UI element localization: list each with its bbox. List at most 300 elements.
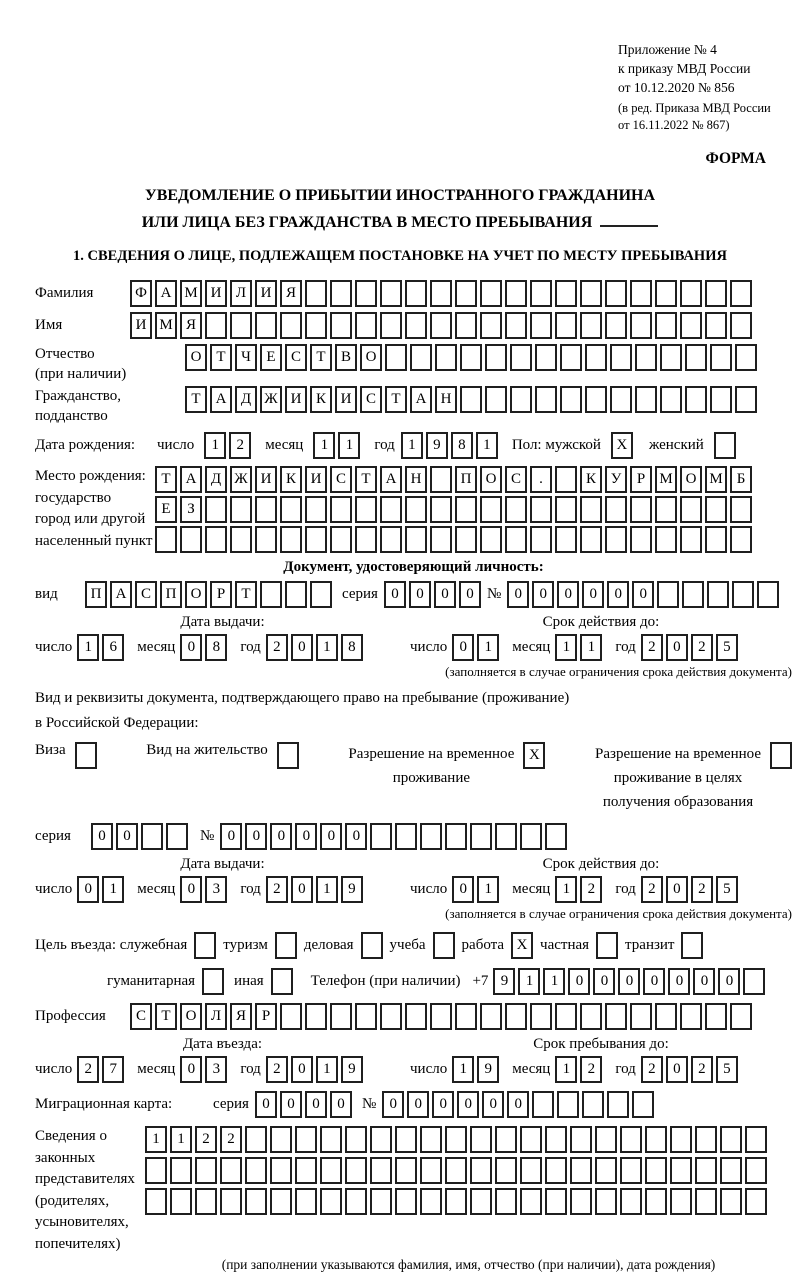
char-cell[interactable]: 0 — [280, 1091, 302, 1118]
profession-cells[interactable] — [130, 1003, 752, 1030]
char-cell[interactable]: М — [655, 466, 677, 493]
char-cell[interactable] — [470, 823, 492, 850]
char-cell[interactable] — [255, 312, 277, 339]
char-cell[interactable] — [230, 312, 252, 339]
char-cell[interactable] — [735, 344, 757, 371]
char-cell[interactable] — [620, 1188, 642, 1215]
char-cell[interactable]: М — [705, 466, 727, 493]
char-cell[interactable] — [455, 280, 477, 307]
char-cell[interactable] — [495, 1188, 517, 1215]
char-cell[interactable] — [420, 1157, 442, 1184]
char-cell[interactable] — [330, 496, 352, 523]
char-cell[interactable]: 0 — [77, 876, 99, 903]
char-cell[interactable] — [330, 312, 352, 339]
char-cell[interactable]: Е — [155, 496, 177, 523]
char-cell[interactable]: П — [85, 581, 107, 608]
purpose-work-checkbox[interactable]: X — [511, 932, 533, 959]
char-cell[interactable] — [405, 526, 427, 553]
purpose-business-checkbox[interactable] — [361, 932, 383, 959]
char-cell[interactable] — [660, 386, 682, 413]
purpose-other-checkbox[interactable] — [271, 968, 293, 995]
char-cell[interactable] — [545, 1188, 567, 1215]
char-cell[interactable]: К — [310, 386, 332, 413]
char-cell[interactable] — [145, 1188, 167, 1215]
char-cell[interactable] — [445, 1126, 467, 1153]
char-cell[interactable] — [520, 1188, 542, 1215]
char-cell[interactable]: О — [360, 344, 382, 371]
char-cell[interactable] — [380, 312, 402, 339]
char-cell[interactable] — [485, 344, 507, 371]
char-cell[interactable] — [555, 312, 577, 339]
char-cell[interactable]: 2 — [77, 1056, 99, 1083]
char-cell[interactable]: С — [360, 386, 382, 413]
char-cell[interactable] — [420, 1188, 442, 1215]
char-cell[interactable] — [735, 386, 757, 413]
char-cell[interactable] — [480, 312, 502, 339]
char-cell[interactable]: И — [305, 466, 327, 493]
char-cell[interactable] — [380, 1003, 402, 1030]
char-cell[interactable]: 3 — [205, 1056, 227, 1083]
char-cell[interactable] — [632, 1091, 654, 1118]
char-cell[interactable] — [730, 312, 752, 339]
char-cell[interactable] — [655, 526, 677, 553]
permit-number-cells[interactable] — [220, 823, 567, 850]
char-cell[interactable] — [707, 581, 729, 608]
char-cell[interactable] — [607, 1091, 629, 1118]
char-cell[interactable] — [635, 344, 657, 371]
char-cell[interactable] — [655, 1003, 677, 1030]
char-cell[interactable]: 6 — [102, 634, 124, 661]
char-cell[interactable] — [205, 526, 227, 553]
char-cell[interactable]: Ч — [235, 344, 257, 371]
char-cell[interactable]: 1 — [316, 1056, 338, 1083]
char-cell[interactable] — [270, 1126, 292, 1153]
char-cell[interactable] — [535, 344, 557, 371]
char-cell[interactable] — [330, 1003, 352, 1030]
char-cell[interactable]: 3 — [205, 876, 227, 903]
birth-year-cells[interactable] — [401, 432, 498, 459]
char-cell[interactable] — [670, 1188, 692, 1215]
char-cell[interactable] — [520, 1126, 542, 1153]
char-cell[interactable] — [430, 312, 452, 339]
char-cell[interactable] — [470, 1126, 492, 1153]
char-cell[interactable] — [220, 1188, 242, 1215]
char-cell[interactable]: Ж — [230, 466, 252, 493]
char-cell[interactable]: 1 — [77, 634, 99, 661]
char-cell[interactable] — [370, 1126, 392, 1153]
sex-female-checkbox[interactable] — [714, 432, 736, 459]
char-cell[interactable] — [395, 1126, 417, 1153]
char-cell[interactable]: А — [210, 386, 232, 413]
stay-month[interactable] — [555, 1056, 602, 1083]
char-cell[interactable] — [560, 344, 582, 371]
char-cell[interactable] — [655, 312, 677, 339]
char-cell[interactable]: И — [130, 312, 152, 339]
permit-issue-month[interactable] — [180, 876, 227, 903]
char-cell[interactable] — [705, 526, 727, 553]
char-cell[interactable] — [685, 344, 707, 371]
char-cell[interactable]: . — [530, 466, 552, 493]
char-cell[interactable] — [555, 280, 577, 307]
doc-series-cells[interactable] — [384, 581, 481, 608]
char-cell[interactable] — [570, 1188, 592, 1215]
char-cell[interactable] — [557, 1091, 579, 1118]
char-cell[interactable] — [585, 344, 607, 371]
purpose-transit-checkbox[interactable] — [681, 932, 703, 959]
birth-month-cells[interactable] — [313, 432, 360, 459]
char-cell[interactable]: 0 — [482, 1091, 504, 1118]
char-cell[interactable] — [480, 496, 502, 523]
permit-series-cells[interactable] — [91, 823, 188, 850]
char-cell[interactable] — [485, 386, 507, 413]
char-cell[interactable]: 0 — [91, 823, 113, 850]
char-cell[interactable] — [255, 526, 277, 553]
char-cell[interactable]: 1 — [316, 634, 338, 661]
char-cell[interactable]: 0 — [643, 968, 665, 995]
char-cell[interactable]: Л — [230, 280, 252, 307]
char-cell[interactable]: И — [205, 280, 227, 307]
char-cell[interactable]: 0 — [632, 581, 654, 608]
char-cell[interactable]: К — [280, 466, 302, 493]
char-cell[interactable] — [435, 344, 457, 371]
char-cell[interactable] — [680, 1003, 702, 1030]
char-cell[interactable] — [655, 280, 677, 307]
char-cell[interactable] — [670, 1126, 692, 1153]
char-cell[interactable]: 9 — [341, 876, 363, 903]
char-cell[interactable]: Ж — [260, 386, 282, 413]
char-cell[interactable]: С — [330, 466, 352, 493]
char-cell[interactable]: 1 — [204, 432, 226, 459]
char-cell[interactable] — [380, 526, 402, 553]
char-cell[interactable] — [355, 1003, 377, 1030]
char-cell[interactable] — [730, 526, 752, 553]
char-cell[interactable]: М — [180, 280, 202, 307]
char-cell[interactable] — [520, 1157, 542, 1184]
char-cell[interactable]: 0 — [330, 1091, 352, 1118]
char-cell[interactable] — [330, 280, 352, 307]
name-cells[interactable] — [130, 312, 752, 339]
char-cell[interactable] — [280, 312, 302, 339]
char-cell[interactable] — [395, 823, 417, 850]
char-cell[interactable]: З — [180, 496, 202, 523]
char-cell[interactable] — [405, 280, 427, 307]
char-cell[interactable] — [630, 280, 652, 307]
char-cell[interactable]: 0 — [345, 823, 367, 850]
char-cell[interactable]: С — [505, 466, 527, 493]
char-cell[interactable] — [530, 526, 552, 553]
char-cell[interactable]: О — [185, 344, 207, 371]
char-cell[interactable] — [445, 1188, 467, 1215]
char-cell[interactable] — [595, 1157, 617, 1184]
char-cell[interactable] — [355, 496, 377, 523]
char-cell[interactable]: 0 — [459, 581, 481, 608]
char-cell[interactable]: 5 — [716, 1056, 738, 1083]
char-cell[interactable] — [455, 1003, 477, 1030]
char-cell[interactable] — [285, 581, 307, 608]
char-cell[interactable] — [180, 526, 202, 553]
char-cell[interactable] — [630, 526, 652, 553]
char-cell[interactable]: 0 — [666, 876, 688, 903]
char-cell[interactable] — [630, 496, 652, 523]
char-cell[interactable]: 2 — [641, 876, 663, 903]
char-cell[interactable] — [430, 466, 452, 493]
char-cell[interactable] — [757, 581, 779, 608]
char-cell[interactable] — [280, 496, 302, 523]
birth-day-cells[interactable] — [204, 432, 251, 459]
char-cell[interactable] — [630, 312, 652, 339]
purpose-tourism-checkbox[interactable] — [275, 932, 297, 959]
char-cell[interactable] — [170, 1188, 192, 1215]
char-cell[interactable] — [320, 1126, 342, 1153]
char-cell[interactable]: 0 — [507, 1091, 529, 1118]
char-cell[interactable] — [230, 496, 252, 523]
patronymic-cells[interactable] — [185, 344, 757, 371]
char-cell[interactable] — [445, 1157, 467, 1184]
legal-cells-3[interactable] — [145, 1188, 767, 1215]
char-cell[interactable]: 1 — [555, 634, 577, 661]
char-cell[interactable] — [305, 1003, 327, 1030]
char-cell[interactable] — [610, 344, 632, 371]
char-cell[interactable] — [455, 312, 477, 339]
char-cell[interactable] — [745, 1126, 767, 1153]
char-cell[interactable]: 1 — [338, 432, 360, 459]
char-cell[interactable]: 8 — [341, 634, 363, 661]
char-cell[interactable]: И — [255, 280, 277, 307]
char-cell[interactable]: 0 — [452, 634, 474, 661]
char-cell[interactable] — [270, 1157, 292, 1184]
char-cell[interactable] — [585, 386, 607, 413]
char-cell[interactable]: Т — [155, 1003, 177, 1030]
stay-day[interactable] — [452, 1056, 499, 1083]
char-cell[interactable]: Д — [235, 386, 257, 413]
char-cell[interactable] — [380, 280, 402, 307]
char-cell[interactable]: Д — [205, 466, 227, 493]
char-cell[interactable]: 0 — [305, 1091, 327, 1118]
char-cell[interactable] — [570, 1126, 592, 1153]
char-cell[interactable]: 0 — [180, 1056, 202, 1083]
char-cell[interactable] — [685, 386, 707, 413]
char-cell[interactable]: С — [285, 344, 307, 371]
char-cell[interactable]: 9 — [493, 968, 515, 995]
char-cell[interactable] — [555, 466, 577, 493]
char-cell[interactable]: 1 — [477, 876, 499, 903]
char-cell[interactable] — [660, 344, 682, 371]
char-cell[interactable] — [480, 280, 502, 307]
permit-valid-day[interactable] — [452, 876, 499, 903]
char-cell[interactable] — [395, 1157, 417, 1184]
char-cell[interactable]: К — [580, 466, 602, 493]
doc-issue-day[interactable] — [77, 634, 124, 661]
char-cell[interactable]: 0 — [116, 823, 138, 850]
char-cell[interactable] — [545, 1126, 567, 1153]
char-cell[interactable]: А — [110, 581, 132, 608]
char-cell[interactable] — [245, 1126, 267, 1153]
char-cell[interactable]: 0 — [457, 1091, 479, 1118]
char-cell[interactable]: 0 — [384, 581, 406, 608]
char-cell[interactable]: Т — [385, 386, 407, 413]
char-cell[interactable] — [595, 1126, 617, 1153]
char-cell[interactable] — [705, 496, 727, 523]
char-cell[interactable]: 0 — [291, 1056, 313, 1083]
char-cell[interactable] — [495, 1126, 517, 1153]
char-cell[interactable] — [720, 1126, 742, 1153]
doc-issue-year[interactable] — [266, 634, 363, 661]
char-cell[interactable] — [545, 823, 567, 850]
char-cell[interactable]: У — [605, 466, 627, 493]
char-cell[interactable] — [385, 344, 407, 371]
char-cell[interactable]: Т — [155, 466, 177, 493]
entry-month[interactable] — [180, 1056, 227, 1083]
char-cell[interactable] — [295, 1157, 317, 1184]
mig-series-cells[interactable] — [255, 1091, 352, 1118]
char-cell[interactable]: И — [285, 386, 307, 413]
purpose-humanitarian-checkbox[interactable] — [202, 968, 224, 995]
char-cell[interactable] — [230, 526, 252, 553]
char-cell[interactable] — [345, 1126, 367, 1153]
char-cell[interactable]: 0 — [452, 876, 474, 903]
char-cell[interactable]: 0 — [666, 1056, 688, 1083]
char-cell[interactable] — [141, 823, 163, 850]
char-cell[interactable] — [455, 496, 477, 523]
char-cell[interactable] — [445, 823, 467, 850]
char-cell[interactable] — [730, 1003, 752, 1030]
char-cell[interactable]: 1 — [477, 634, 499, 661]
char-cell[interactable] — [195, 1157, 217, 1184]
char-cell[interactable]: 2 — [691, 1056, 713, 1083]
char-cell[interactable] — [420, 823, 442, 850]
char-cell[interactable]: Р — [630, 466, 652, 493]
char-cell[interactable] — [505, 312, 527, 339]
char-cell[interactable]: 0 — [255, 1091, 277, 1118]
char-cell[interactable]: 0 — [668, 968, 690, 995]
char-cell[interactable]: 0 — [507, 581, 529, 608]
char-cell[interactable]: 9 — [477, 1056, 499, 1083]
char-cell[interactable]: 1 — [476, 432, 498, 459]
char-cell[interactable]: 1 — [145, 1126, 167, 1153]
char-cell[interactable]: Т — [210, 344, 232, 371]
entry-day[interactable] — [77, 1056, 124, 1083]
char-cell[interactable]: 0 — [593, 968, 615, 995]
char-cell[interactable]: А — [410, 386, 432, 413]
char-cell[interactable] — [166, 823, 188, 850]
char-cell[interactable] — [305, 312, 327, 339]
char-cell[interactable] — [605, 312, 627, 339]
char-cell[interactable] — [370, 823, 392, 850]
char-cell[interactable] — [710, 386, 732, 413]
stay-year[interactable] — [641, 1056, 738, 1083]
char-cell[interactable] — [505, 1003, 527, 1030]
char-cell[interactable]: 1 — [555, 1056, 577, 1083]
doc-valid-year[interactable] — [641, 634, 738, 661]
char-cell[interactable] — [730, 280, 752, 307]
purpose-study-checkbox[interactable] — [433, 932, 455, 959]
birthplace-cells-3[interactable] — [155, 526, 752, 553]
char-cell[interactable] — [743, 968, 765, 995]
char-cell[interactable]: 2 — [641, 1056, 663, 1083]
char-cell[interactable]: В — [335, 344, 357, 371]
char-cell[interactable]: 0 — [270, 823, 292, 850]
char-cell[interactable]: А — [180, 466, 202, 493]
char-cell[interactable] — [645, 1157, 667, 1184]
char-cell[interactable]: О — [180, 1003, 202, 1030]
char-cell[interactable] — [355, 526, 377, 553]
residence-checkbox[interactable] — [277, 742, 299, 769]
char-cell[interactable] — [620, 1157, 642, 1184]
entry-year[interactable] — [266, 1056, 363, 1083]
char-cell[interactable] — [470, 1188, 492, 1215]
char-cell[interactable] — [455, 526, 477, 553]
char-cell[interactable] — [305, 526, 327, 553]
char-cell[interactable] — [580, 496, 602, 523]
char-cell[interactable]: 8 — [451, 432, 473, 459]
char-cell[interactable] — [460, 344, 482, 371]
char-cell[interactable]: 2 — [266, 1056, 288, 1083]
char-cell[interactable] — [605, 1003, 627, 1030]
char-cell[interactable]: 1 — [170, 1126, 192, 1153]
char-cell[interactable]: 2 — [266, 634, 288, 661]
char-cell[interactable]: С — [135, 581, 157, 608]
char-cell[interactable] — [680, 526, 702, 553]
char-cell[interactable]: 1 — [102, 876, 124, 903]
char-cell[interactable] — [705, 280, 727, 307]
char-cell[interactable] — [657, 581, 679, 608]
char-cell[interactable]: М — [155, 312, 177, 339]
char-cell[interactable] — [630, 1003, 652, 1030]
permit-valid-year[interactable] — [641, 876, 738, 903]
char-cell[interactable]: Р — [255, 1003, 277, 1030]
char-cell[interactable] — [555, 526, 577, 553]
char-cell[interactable] — [595, 1188, 617, 1215]
char-cell[interactable] — [620, 1126, 642, 1153]
char-cell[interactable] — [545, 1157, 567, 1184]
char-cell[interactable] — [695, 1188, 717, 1215]
char-cell[interactable]: 1 — [543, 968, 565, 995]
char-cell[interactable] — [530, 312, 552, 339]
char-cell[interactable] — [530, 1003, 552, 1030]
char-cell[interactable] — [655, 496, 677, 523]
char-cell[interactable] — [380, 496, 402, 523]
char-cell[interactable]: 1 — [518, 968, 540, 995]
char-cell[interactable] — [555, 1003, 577, 1030]
char-cell[interactable] — [205, 312, 227, 339]
char-cell[interactable] — [245, 1157, 267, 1184]
char-cell[interactable] — [310, 581, 332, 608]
char-cell[interactable]: 1 — [401, 432, 423, 459]
citizenship-cells[interactable] — [185, 386, 757, 413]
char-cell[interactable] — [420, 1126, 442, 1153]
char-cell[interactable]: 0 — [666, 634, 688, 661]
char-cell[interactable] — [245, 1188, 267, 1215]
char-cell[interactable] — [370, 1157, 392, 1184]
char-cell[interactable] — [430, 1003, 452, 1030]
char-cell[interactable]: С — [130, 1003, 152, 1030]
char-cell[interactable]: 0 — [582, 581, 604, 608]
char-cell[interactable] — [720, 1157, 742, 1184]
legal-cells-1[interactable] — [145, 1126, 767, 1153]
temp-residence-checkbox[interactable]: X — [523, 742, 545, 769]
char-cell[interactable]: О — [185, 581, 207, 608]
char-cell[interactable]: 2 — [266, 876, 288, 903]
char-cell[interactable] — [280, 526, 302, 553]
char-cell[interactable] — [305, 496, 327, 523]
char-cell[interactable] — [635, 386, 657, 413]
char-cell[interactable]: Р — [210, 581, 232, 608]
permit-valid-month[interactable] — [555, 876, 602, 903]
char-cell[interactable]: 0 — [409, 581, 431, 608]
char-cell[interactable]: 0 — [618, 968, 640, 995]
char-cell[interactable]: 9 — [426, 432, 448, 459]
char-cell[interactable] — [170, 1157, 192, 1184]
